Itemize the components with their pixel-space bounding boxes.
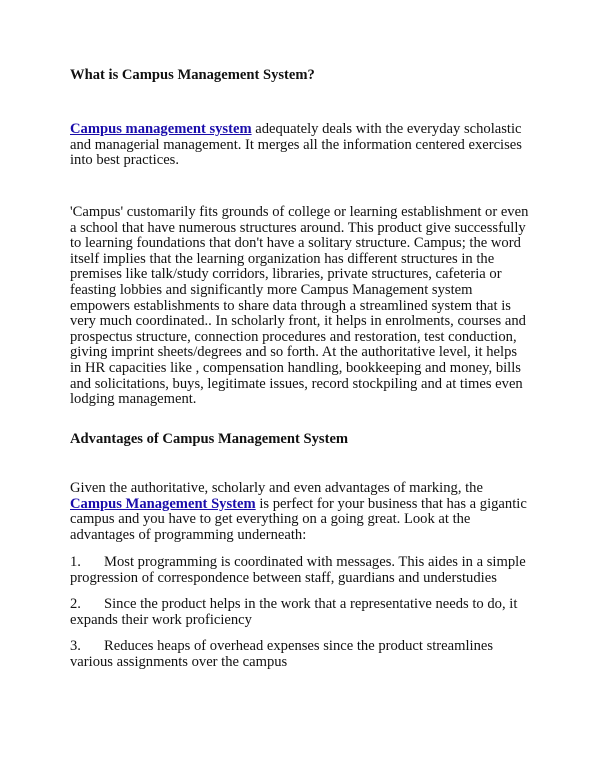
list-item-text: Since the product helps in the work that a representative needs to do, it expands their work proficiency (70, 596, 518, 628)
advantages-intro-after: is perfect for your business that has a gigantic campus and you have to get everything on a going great. Look at the advantages of programming underneath: (70, 495, 527, 543)
list-item-text: Most programming is coordinated with messages. This aides in a simple progression of correspondence between staff, guardians and understudies (70, 554, 526, 586)
list-item (70, 639, 532, 670)
list-item-number: 2. (70, 596, 81, 612)
list-item-number: 3. (70, 638, 81, 654)
advantages-intro-paragraph (70, 481, 532, 543)
campus-description-paragraph: 'Campus' customarily fits grounds of college or learning establishment or even a school that have numerous structures around. This product give successfully to learning foundations that don't have a solitary structure. Campus; the word itself implies that the learning organization has different structures in the premises like talk/study corridors, libraries, private structures, cafeteria or feasting lobbies and significantly more Campus Management system empowers establishments to share data through a streamlined system that is very much coordinated.. In scholarly front, it helps in enrolments, courses and prospectus structure, connection procedures and restoration, test conduction, giving imprint sheets/degrees and so forth. At the authoritative level, it helps in HR capacities like , compensation handling, bookkeeping and money, bills and solicitations, buys, legitimate issues, record stockpiling and at times even lodging management. (70, 204, 529, 408)
list-item-text: Reduces heaps of overhead expenses since the product streamlines various assignments over the campus (70, 638, 494, 670)
intro-paragraph-text: adequately deals with the everyday scholastic and managerial management. It merges all the information centered exercises into best practices. (70, 121, 522, 169)
section-heading-what-is: What is Campus Management System? (70, 67, 315, 83)
intro-paragraph (70, 122, 532, 169)
section-heading-advantages: Advantages of Campus Management System (70, 431, 349, 447)
campus-management-system-link-2[interactable]: Campus Management System (70, 495, 256, 512)
list-item-number: 1. (70, 554, 81, 570)
list-item (70, 597, 532, 628)
list-item (70, 555, 532, 586)
advantages-intro-before: Given the authoritative, scholarly and even advantages of marking, the (70, 480, 483, 496)
campus-management-system-link[interactable]: Campus management system (70, 121, 252, 137)
